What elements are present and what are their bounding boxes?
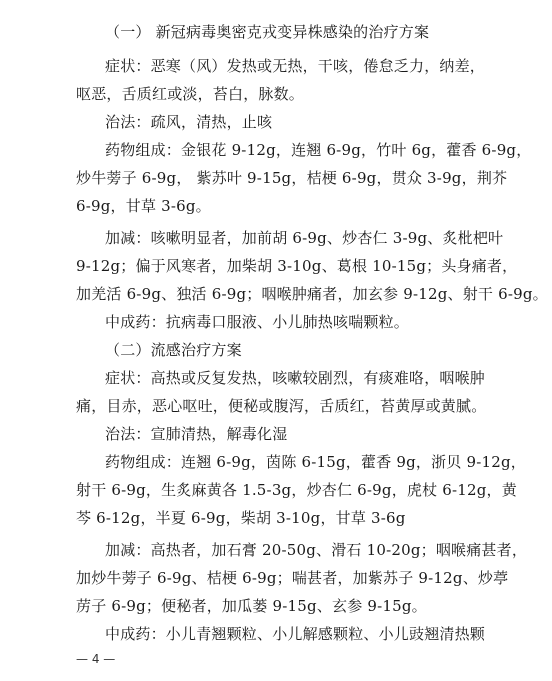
section2-drugs-line1: 药物组成：连翘 6-9g，茵陈 6-15g，藿香 9g，浙贝 9-12g， <box>105 453 526 471</box>
section2-drugs-line3: 芩 6-12g，半夏 6-9g，柴胡 3-10g，甘草 3-6g <box>76 509 406 527</box>
section2-modify-line3: 苈子 6-9g；便秘者，加瓜蒌 9-15g、玄参 9-15g。 <box>76 597 427 615</box>
section2-method: 治法：宣肺清热，解毒化湿 <box>105 425 288 443</box>
section2-symptoms-line2: 痛，目赤，恶心呕吐，便秘或腹泻，舌质红，苔黄厚或黄腻。 <box>76 397 487 415</box>
section2-symptoms-line1: 症状：高热或反复发热，咳嗽较剧烈，有痰难咯，咽喉肿 <box>105 369 486 387</box>
section2-drugs-line2: 射干 6-9g，生炙麻黄各 1.5-3g，炒杏仁 6-9g，虎杖 6-12g，黄 <box>76 481 517 499</box>
section1-modify-line1: 加减：咳嗽明显者，加前胡 6-9g、炒杏仁 3-9g、炙枇杷叶 <box>105 229 504 247</box>
section2-modify-line2: 加炒牛蒡子 6-9g、桔梗 6-9g；喘甚者，加紫苏子 9-12g、炒葶 <box>76 569 509 587</box>
section1-drugs-line2: 炒牛蒡子 6-9g， 紫苏叶 9-15g，桔梗 6-9g，贯众 3-9g，荆芥 <box>76 169 508 187</box>
section2-patent-medicine: 中成药：小儿青翘颗粒、小儿解感颗粒、小儿豉翘清热颗 <box>105 625 486 643</box>
section2-modify-line1: 加减：高热者，加石膏 20-50g、滑石 10-20g；咽喉痛甚者， <box>105 541 528 559</box>
section1-modify-line2: 9-12g；偏于风寒者，加柴胡 3-10g、葛根 10-15g；头身痛者， <box>76 257 518 275</box>
section1-modify-line3: 加羌活 6-9g、独活 6-9g；咽喉肿痛者，加玄参 9-12g、射干 6-9g。 <box>76 285 548 303</box>
section1-symptoms-line2: 呕恶，舌质红或淡，苔白，脉数。 <box>76 85 305 103</box>
section1-drugs-line3: 6-9g，甘草 3-6g。 <box>76 197 211 215</box>
section1-patent-medicine: 中成药：抗病毒口服液、小儿肺热咳喘颗粒。 <box>105 313 410 331</box>
section1-symptoms-line1: 症状：恶寒（风）发热或无热，干咳，倦怠乏力，纳差， <box>105 57 486 75</box>
section1-method: 治法：疏风，清热，止咳 <box>105 113 273 131</box>
section2-heading: （二）流感治疗方案 <box>105 341 242 359</box>
section1-heading: （一） 新冠病毒奥密克戎变异株感染的治疗方案 <box>105 23 430 41</box>
section1-drugs-line1: 药物组成：金银花 9-12g，连翘 6-9g，竹叶 6g，藿香 6-9g， <box>105 141 532 159</box>
page-number: — 4 — <box>76 652 116 666</box>
